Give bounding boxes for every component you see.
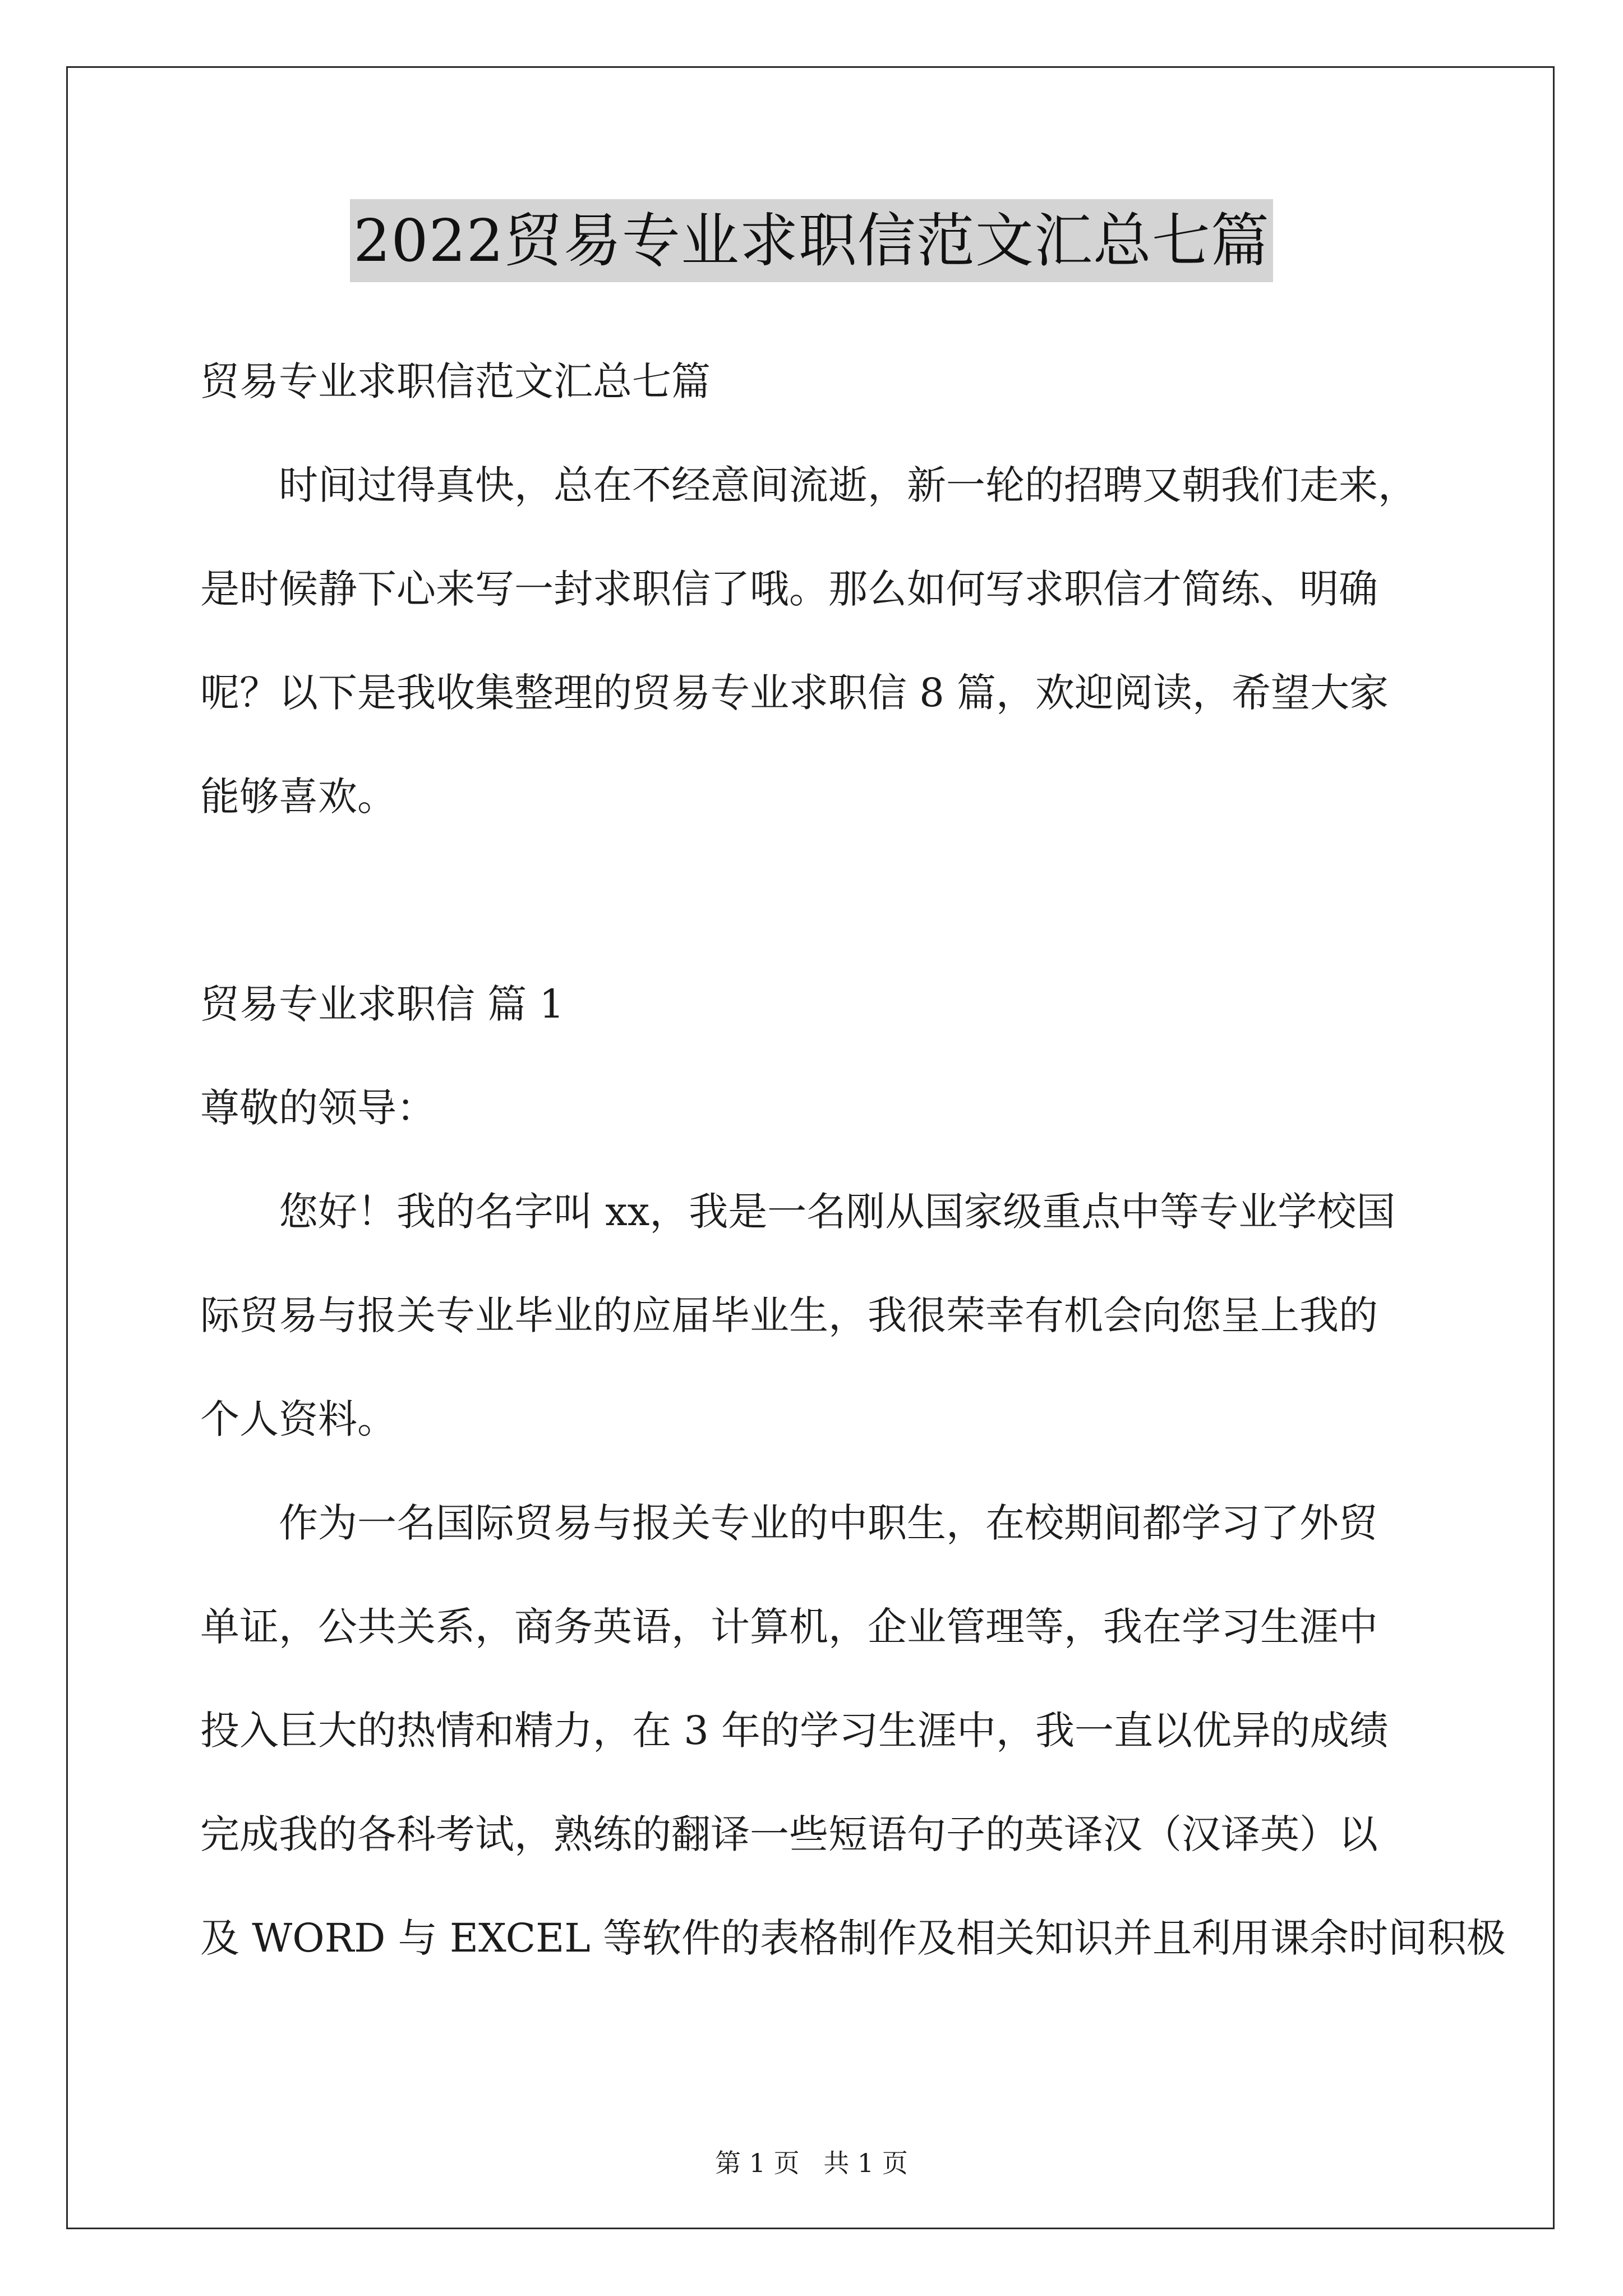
paragraph-line: 能够喜欢。 (200, 774, 396, 820)
document-title: 2022贸易专业求职信范文汇总七篇 (350, 199, 1273, 282)
current-page-label: 第 1 页 (715, 2148, 800, 2178)
paragraph-line: 作为一名国际贸易与报关专业的中职生，在校期间都学习了外贸 (200, 1500, 1378, 1546)
subtitle-line: 贸易专业求职信范文汇总七篇 (200, 358, 711, 404)
paragraph-line: 完成我的各科考试，熟练的翻译一些短语句子的英译汉（汉译英）以 (200, 1811, 1378, 1857)
section-heading: 贸易专业求职信 篇 1 (200, 981, 565, 1027)
paragraph-line: 是时候静下心来写一封求职信了哦。那么如何写求职信才简练、明确 (200, 566, 1378, 612)
paragraph-line: 个人资料。 (200, 1396, 396, 1442)
paragraph-line: 际贸易与报关专业毕业的应届毕业生，我很荣幸有机会向您呈上我的 (200, 1292, 1378, 1338)
paragraph-line: 时间过得真快，总在不经意间流逝，新一轮的招聘又朝我们走来， (200, 462, 1417, 508)
page-footer (0, 2143, 1623, 2180)
salutation-line: 尊敬的领导： (200, 1085, 436, 1131)
total-pages-label: 共 1 页 (823, 2148, 908, 2178)
title-wrap (0, 199, 1623, 282)
paragraph-line: 您好！我的名字叫 xx，我是一名刚从国家级重点中等专业学校国 (200, 1189, 1396, 1235)
paragraph-line: 呢？以下是我收集整理的贸易专业求职信 8 篇，欢迎阅读，希望大家 (200, 670, 1389, 716)
paragraph-line: 投入巨大的热情和精力，在 3 年的学习生涯中，我一直以优异的成绩 (200, 1708, 1389, 1754)
paragraph-line: 单证，公共关系，商务英语，计算机，企业管理等，我在学习生涯中 (200, 1604, 1378, 1650)
paragraph-line: 及 WORD 与 EXCEL 等软件的表格制作及相关知识并且利用课余时间积极 (200, 1915, 1506, 1961)
